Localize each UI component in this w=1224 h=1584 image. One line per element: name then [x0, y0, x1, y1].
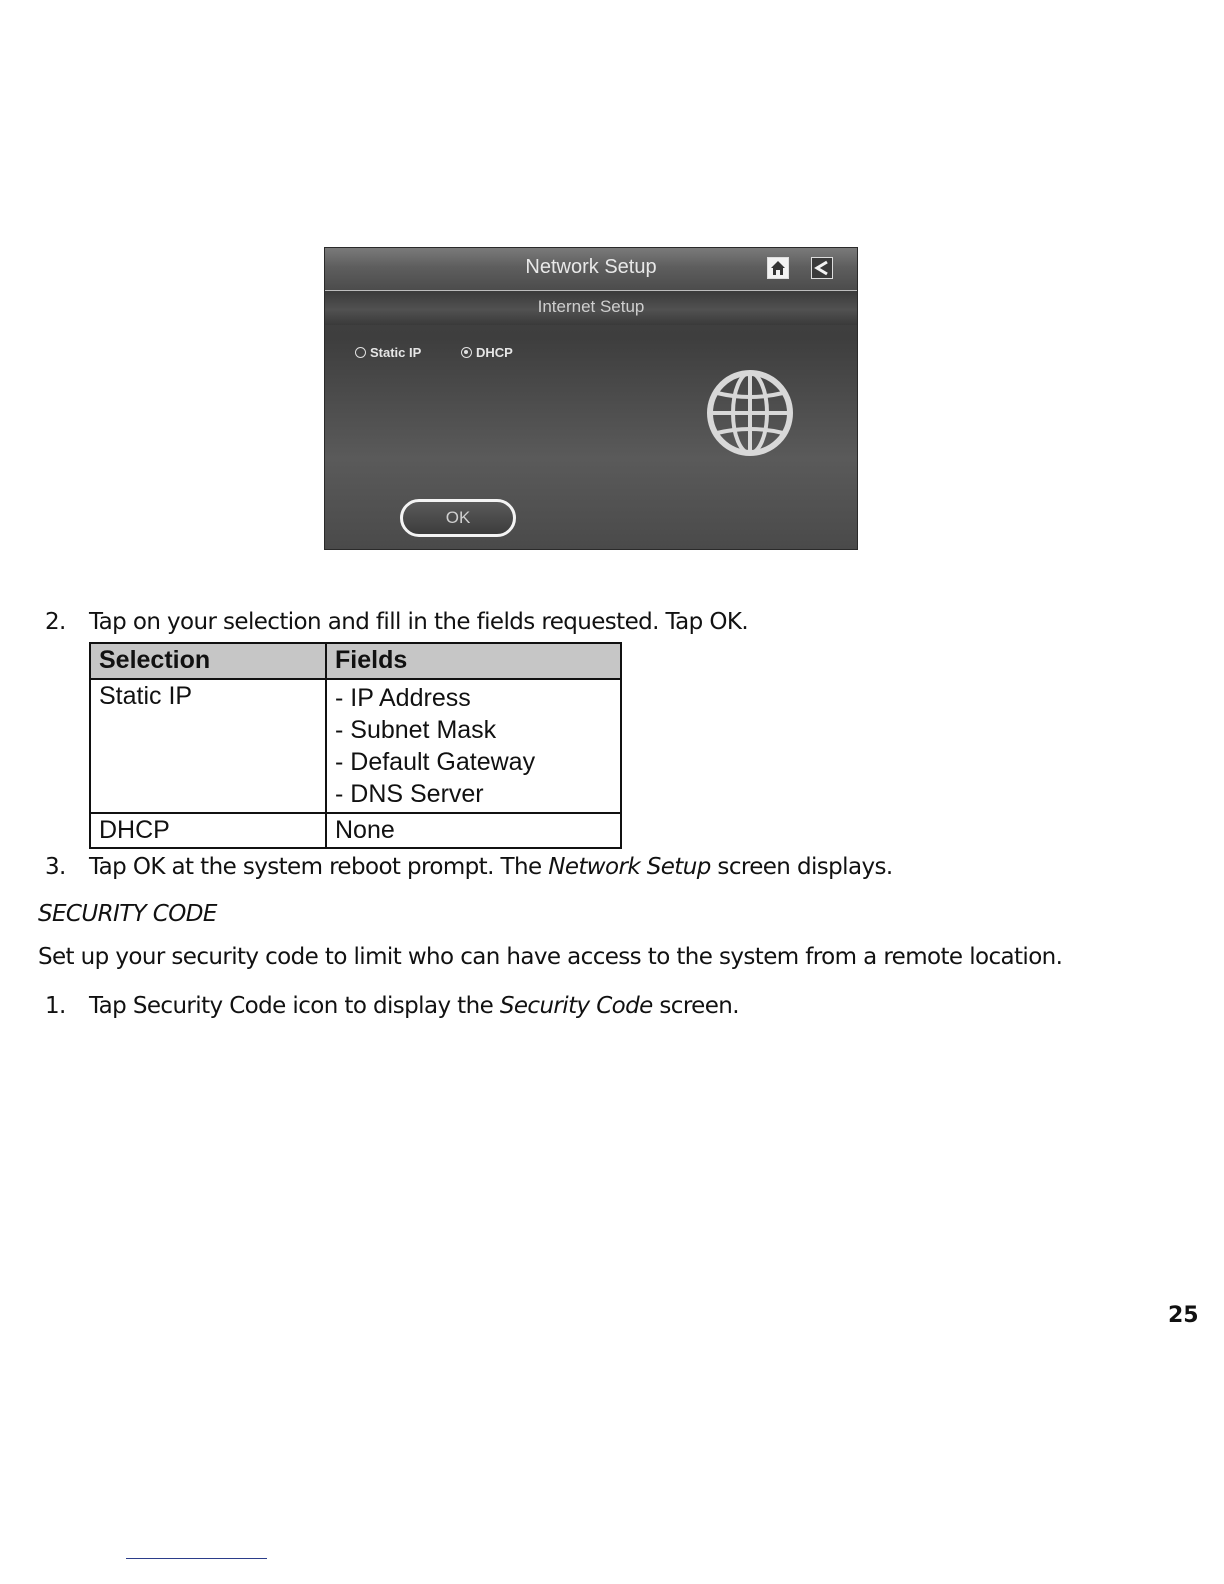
field-item: - Default Gateway [335, 748, 536, 776]
field-item: - IP Address [335, 684, 471, 712]
table-cell-fields [326, 679, 621, 813]
intro-paragraph: Set up your security code to limit who can have access to the system from a remote location. [38, 944, 1063, 970]
network-setup-screenshot [324, 247, 858, 550]
screen-name-emphasis: Security Code [499, 993, 653, 1019]
table-header-fields: Fields [326, 643, 621, 679]
footer-divider [126, 1558, 267, 1559]
section-heading: SECURITY CODE [38, 901, 217, 927]
table-cell-fields: None [326, 813, 621, 848]
step-number: 3. [45, 854, 66, 880]
selection-fields-table [89, 642, 622, 849]
screen-name-emphasis: Network Setup [548, 854, 711, 880]
device-subtitle-bar [325, 291, 857, 325]
ok-button[interactable]: OK [400, 499, 516, 537]
step-number: 1. [45, 993, 66, 1019]
step-3 [45, 854, 893, 880]
device-subtitle: Internet Setup [537, 297, 645, 316]
step-text-part: screen. [652, 993, 739, 1019]
radio-selected-icon [461, 347, 472, 358]
table-header-selection: Selection [90, 643, 326, 679]
step-number: 2. [45, 609, 66, 635]
step-text [89, 993, 739, 1019]
table-header-row [90, 643, 621, 679]
back-arrow-icon[interactable] [811, 257, 833, 279]
device-title-bar [325, 248, 857, 291]
table-cell-selection: Static IP [90, 679, 326, 813]
table-row [90, 813, 621, 848]
step-text-part: Tap Security Code icon to display the [89, 993, 500, 1019]
field-item: - Subnet Mask [335, 716, 497, 744]
home-icon[interactable] [767, 257, 789, 279]
globe-icon [705, 368, 795, 458]
table-cell-selection: DHCP [90, 813, 326, 848]
step-2 [45, 609, 748, 635]
page-number: 25 [1168, 1303, 1199, 1328]
step-text-part: Tap OK at the system reboot prompt. The [89, 854, 549, 880]
step-text [89, 854, 893, 880]
field-item: - DNS Server [335, 780, 484, 808]
step-text: Tap on your selection and fill in the fields requested. Tap OK. [89, 609, 749, 635]
device-title: Network Setup [525, 256, 657, 278]
dhcp-label: DHCP [476, 345, 513, 360]
radio-unselected-icon [355, 347, 366, 358]
static-ip-label: Static IP [370, 345, 422, 360]
step-text-part: screen displays. [710, 854, 893, 880]
table-row [90, 679, 621, 813]
dhcp-radio[interactable] [461, 345, 513, 360]
static-ip-radio[interactable] [355, 345, 421, 360]
step-1 [45, 993, 739, 1019]
